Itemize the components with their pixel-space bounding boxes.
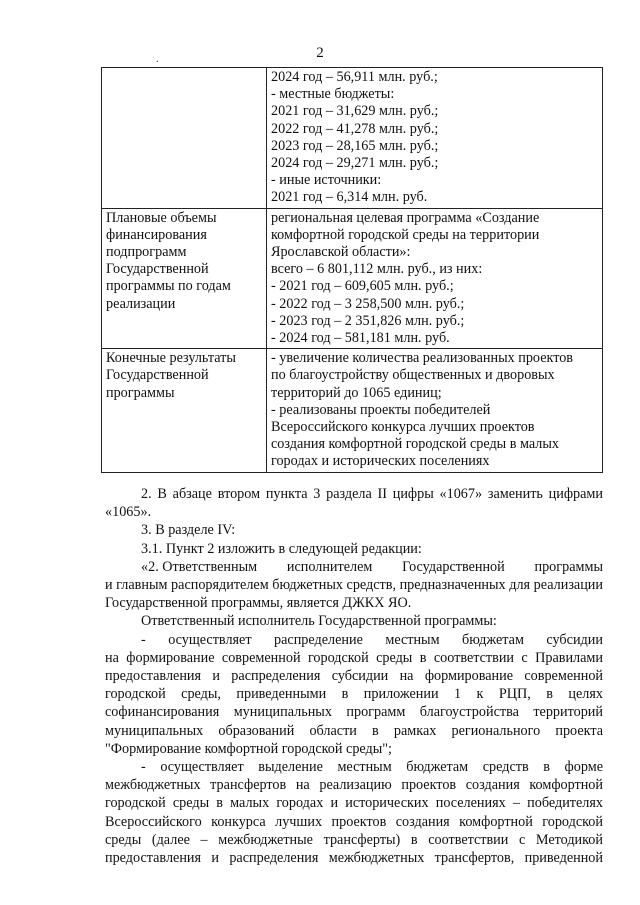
value-line: региональная целевая программа «Создание <box>271 209 540 226</box>
value-line: всего – 6 801,112 млн. руб., из них: <box>271 261 483 278</box>
label-line: реализации <box>106 295 176 312</box>
value-line: - реализованы проекты победителей <box>271 401 491 418</box>
value-line: 2021 год – 31,629 млн. руб.; <box>271 103 439 120</box>
bullet-word: - <box>141 631 146 648</box>
quote-word: программы <box>534 558 603 575</box>
bullet-word: бюджетам <box>462 631 524 648</box>
quote-word: Государственной <box>402 558 505 575</box>
label-line: программы по годам <box>106 278 231 295</box>
value-cell <box>267 349 603 472</box>
table-row <box>102 68 603 209</box>
value-line: - местные бюджеты: <box>271 86 395 103</box>
label-line: подпрограмм <box>106 244 187 261</box>
label-line: Государственной <box>106 261 209 278</box>
value-line: Ярославской области»: <box>271 244 411 261</box>
value-line: Всероссийского конкурса лучших проектов <box>271 419 535 436</box>
label-cell <box>102 208 267 349</box>
value-line: комфортной городской среды на территории <box>271 226 540 243</box>
page-mark: . <box>156 54 159 65</box>
value-line: создания комфортной городской среды в малых <box>271 436 560 453</box>
label-cell <box>102 349 267 472</box>
value-line: - 2021 год – 609,605 млн. руб.; <box>271 278 454 295</box>
value-line: - увеличение количества реализованных проектов <box>271 350 574 367</box>
value-line: - 2023 год – 2 351,826 млн. руб.; <box>271 312 465 329</box>
value-line: 2024 год – 29,271 млн. руб.; <box>271 155 439 172</box>
bullet-1-paragraph: на формирование современной городской среды в соответствии с Правилами предоставления и распределения субсидии на формирование современной городской среды, приведенными в приложении 1 к РЦП, в целях софинансирования муниципальных программ благоустройства территорий муниципальных образований области в рамках регионального проекта "Формирование комфортной городской среды"; <box>105 649 603 757</box>
value-line: 2024 год – 56,911 млн. руб.; <box>271 69 438 85</box>
quote-first-line <box>105 558 603 576</box>
value-line: - иные источники: <box>271 172 382 189</box>
responsible-paragraph: Ответственный исполнитель Государственной программы: <box>141 613 497 630</box>
item-3-1-paragraph: 3.1. Пункт 2 изложить в следующей редакции: <box>141 540 422 557</box>
label-line: финансирования <box>106 226 207 243</box>
value-line: городах и исторических поселениях <box>271 453 490 470</box>
value-line: территорий до 1065 единиц; <box>271 384 442 401</box>
table-row <box>102 349 603 472</box>
quote-word: исполнителем <box>286 558 373 575</box>
passport-table <box>101 67 603 473</box>
table-row <box>102 208 603 349</box>
label-line: Государственной <box>106 367 209 384</box>
value-line: 2023 год – 28,165 млн. руб.; <box>271 137 439 154</box>
value-line: - 2024 год – 581,181 млн. руб. <box>271 330 450 347</box>
bullet-word: распределение <box>274 631 363 648</box>
value-line: 2022 год – 41,278 млн. руб.; <box>271 120 439 137</box>
value-line: 2021 год – 6,314 млн. руб. <box>271 189 428 206</box>
value-line: по благоустройству общественных и дворовых <box>271 367 555 384</box>
label-line: программы <box>106 384 175 401</box>
item-3-paragraph: 3. В разделе IV: <box>141 522 236 539</box>
bullet-word: осуществляет <box>168 631 252 648</box>
value-cell <box>267 208 603 349</box>
item-2-paragraph: 2. В абзаце втором пункта 3 раздела II цифры «1067» заменить цифрами «1065». <box>105 486 603 521</box>
bullet-2-paragraph: - осуществляет выделение местным бюджетам средств в форме межбюджетных трансфертов на реализацию проектов создания комфортной городской среды в малых городах и исторических поселениях – победителях Всероссийского конкурса лучших проектов создания комфортной городской среды (далее – межбюджетные трансферты) в соответствии с Методикой предоставления и распределения межбюджетных трансфертов, приведенной <box>105 759 603 867</box>
quote-paragraph: и главным распорядителем бюджетных средств, предназначенных для реализации Государственной программы, является ДЖКХ ЯО. <box>105 577 603 612</box>
bullet-1-first-line <box>105 631 603 649</box>
bullet-word: местным <box>385 631 440 648</box>
document-body <box>105 485 603 867</box>
label-cell <box>102 68 267 209</box>
value-cell <box>267 68 603 209</box>
bullet-word: субсидии <box>546 631 603 648</box>
label-line: Конечные результаты <box>106 350 236 367</box>
quote-word: «2. Ответственным <box>141 558 258 575</box>
label-line: Плановые объемы <box>106 209 217 226</box>
page-number: 2 <box>316 45 324 61</box>
value-line: - 2022 год – 3 258,500 млн. руб.; <box>271 295 465 312</box>
